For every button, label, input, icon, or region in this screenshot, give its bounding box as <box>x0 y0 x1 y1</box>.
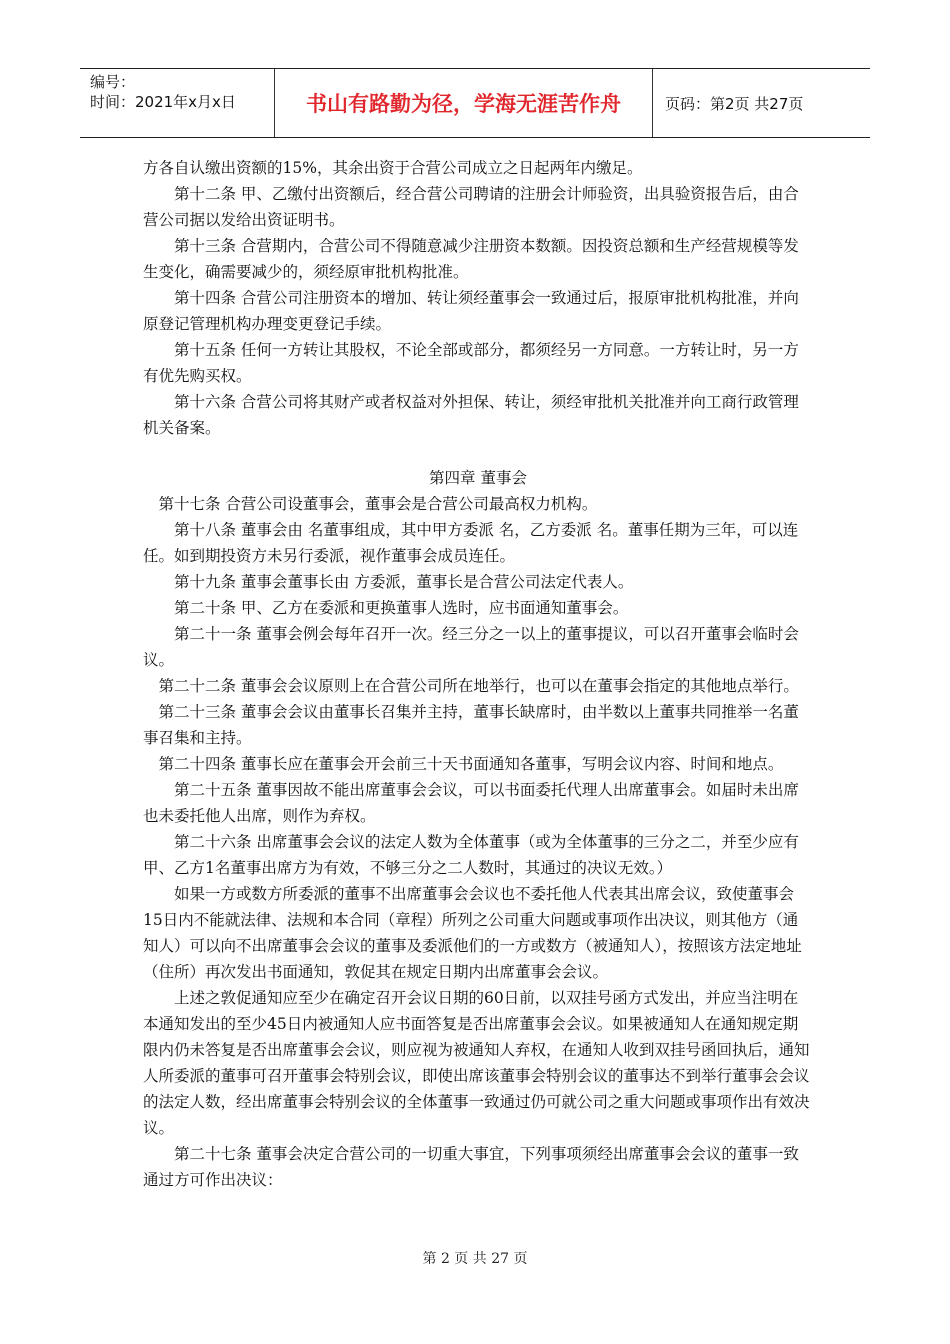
paragraph: 第二十四条 董事长应在董事会开会前三十天书面通知各董事，写明会议内容、时间和地点。 <box>158 755 784 773</box>
paragraph: 第二十六条 出席董事会会议的法定人数为全体董事（或为全体董事的三分之二，并至少应有甲、乙方1名董事出席方为有效，不够三分之二人数时，其通过的决议无效。） <box>143 833 799 877</box>
header-meta <box>80 69 275 137</box>
paragraph: 第十五条 任何一方转让其股权，不论全部或部分，都须经另一方同意。一方转让时，另一方有优先购买权。 <box>143 341 799 385</box>
paragraph: 第二十条 甲、乙方在委派和更换董事人选时，应书面通知董事会。 <box>174 599 629 617</box>
paragraph: 第十三条 合营期内，合营公司不得随意减少注册资本数额。因投资总额和生产经营规模等发生变化，确需要减少的，须经原审批机构批准。 <box>143 237 799 281</box>
header-motto: 书山有路勤为径，学海无涯苦作舟 <box>275 69 653 137</box>
paragraph: 第十九条 董事会董事长由 方委派，董事长是合营公司法定代表人。 <box>174 573 634 591</box>
paragraph: 第二十五条 董事因故不能出席董事会会议，可以书面委托代理人出席董事会。如届时未出席也未委托他人出席，则作为弃权。 <box>143 781 799 825</box>
paragraph: 第十七条 合营公司设董事会，董事会是合营公司最高权力机构。 <box>158 495 598 513</box>
chapter-title: 第四章 董事会 <box>429 469 527 487</box>
document-body <box>143 155 813 1193</box>
paragraph: 第十二条 甲、乙缴付出资额后，经合营公司聘请的注册会计师验资，出具验资报告后，由合营公司据以发给出资证明书。 <box>143 185 799 229</box>
paragraph: 第十六条 合营公司将其财产或者权益对外担保、转让，须经审批机关批准并向工商行政管理机关备案。 <box>143 393 799 437</box>
paragraph: 第十四条 合营公司注册资本的增加、转让须经董事会一致通过后，报原审批机构批准，并向原登记管理机构办理变更登记手续。 <box>143 289 799 333</box>
paragraph: 方各自认缴出资额的15%，其余出资于合营公司成立之日起两年内缴足。 <box>143 159 643 177</box>
paragraph: 如果一方或数方所委派的董事不出席董事会会议也不委托他人代表其出席会议，致使董事会15日内不能就法律、法规和本合同（章程）所列之公司重大问题或事项作出决议，则其他方（通知人）可以向不出席董事会会议的董事及委派他们的一方或数方（被通知人），按照该方法定地址（住所）再次发出书面通知，敦促其在规定日期内出席董事会会议。 <box>143 885 802 981</box>
number-label: 编号： <box>90 73 136 91</box>
paragraph: 第二十三条 董事会会议由董事长召集并主持，董事长缺席时，由半数以上董事共同推举一名董事召集和主持。 <box>143 703 799 747</box>
paragraph: 第二十七条 董事会决定合营公司的一切重大事宜，下列事项须经出席董事会会议的董事一致通过方可作出决议： <box>143 1145 799 1189</box>
paragraph: 上述之敦促通知应至少在确定召开会议日期的60日前，以双挂号函方式发出，并应当注明在本通知发出的至少45日内被通知人应书面答复是否出席董事会会议。如果被通知人在通知规定期限内仍未答复是否出席董事会会议，则应视为被通知人弃权，在通知人收到双挂号函回执后，通知人所委派的董事可召开董事会特别会议，即使出席该董事会特别会议的董事达不到举行董事会会议的法定人数，经出席董事会特别会议的全体董事一致通过仍可就公司之重大问题或事项作出有效决议。 <box>143 989 810 1137</box>
date-label: 时间：2021年x月x日 <box>90 93 236 111</box>
paragraph: 第二十二条 董事会会议原则上在合营公司所在地举行，也可以在董事会指定的其他地点举行。 <box>158 677 799 695</box>
paragraph: 第二十一条 董事会例会每年召开一次。经三分之一以上的董事提议，可以召开董事会临时会议。 <box>143 625 799 669</box>
header-page-label: 页码：第2页 共27页 <box>665 94 804 113</box>
page-header <box>80 68 870 138</box>
paragraph: 第十八条 董事会由 名董事组成，其中甲方委派 名，乙方委派 名。董事任期为三年，可以连任。如到期投资方未另行委派，视作董事会成员连任。 <box>143 521 799 565</box>
page-footer: 第 2 页 共 27 页 <box>422 1251 528 1267</box>
